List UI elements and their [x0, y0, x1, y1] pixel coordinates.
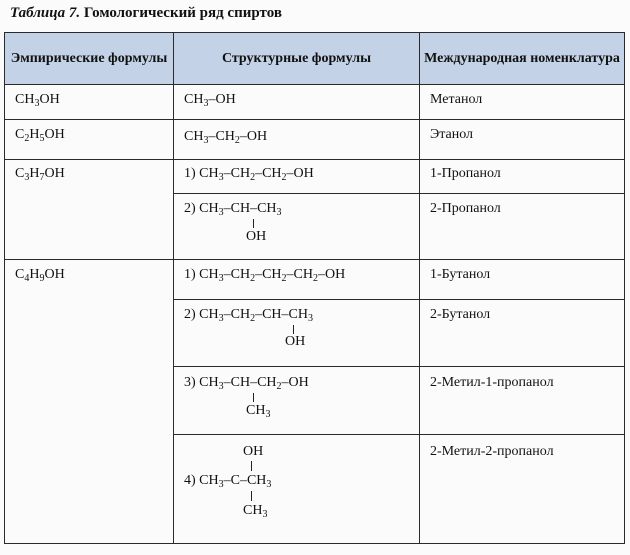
empirical-cell: [5, 160, 174, 260]
structural-cell: [174, 160, 420, 194]
name-cell: [420, 85, 625, 120]
branch-group: OH: [246, 229, 267, 244]
bond-line: [251, 491, 252, 501]
header-structural: Структурные формулы: [174, 33, 420, 85]
name-cell: [420, 260, 625, 300]
bond-line: [253, 393, 254, 402]
name-cell: [420, 120, 625, 160]
name-cell: [420, 194, 625, 260]
bond-line: [293, 325, 294, 334]
empirical-cell: [5, 120, 174, 160]
alcohols-table: [4, 32, 625, 544]
header-nomenclature: Международная номенклатура: [420, 33, 625, 85]
structural-formula: 1) $CH_3-CH_2-CH_2-CH_2-OH$: [184, 267, 346, 284]
structural-cell: [174, 435, 420, 544]
name-cell: [420, 300, 625, 367]
compound-name: 1-Бутанол: [430, 267, 491, 282]
structural-formula: 4) $CH_3-C-CH_3$: [184, 473, 272, 490]
compound-name: Метанол: [430, 92, 483, 107]
empirical-formula: $C_3H_7OH$: [15, 166, 65, 183]
table-row: [5, 160, 625, 194]
empirical-formula: $CH_3OH$: [15, 92, 60, 109]
name-cell: [420, 160, 625, 194]
structural-formula: $CH_3-CH_2-OH$: [184, 129, 268, 146]
branch-group: OH: [243, 444, 264, 459]
compound-name: 1-Пропанол: [430, 166, 501, 181]
table-row: [5, 120, 625, 160]
header-row: [5, 33, 625, 85]
structural-formula: 1) $CH_3-CH_2-CH_2-OH$: [184, 166, 314, 183]
compound-name: 2-Метил-2-пропанол: [430, 444, 554, 459]
structural-formula: 2) $CH_3-CH_2-CH-CH_3$: [184, 307, 313, 324]
structural-formula: $CH_3-OH$: [184, 92, 236, 109]
empirical-cell: [5, 260, 174, 544]
table-caption: [10, 4, 282, 22]
bond-line: [251, 461, 252, 471]
branch-group: OH: [285, 334, 306, 349]
bond-line: [253, 219, 254, 228]
empirical-cell: [5, 85, 174, 120]
structural-formula: 3) $CH_3-CH-CH_2-OH$: [184, 375, 309, 392]
structural-cell: [174, 367, 420, 435]
branch-group: $CH_3$: [246, 403, 271, 420]
compound-name: 2-Пропанол: [430, 201, 501, 216]
name-cell: [420, 367, 625, 435]
caption-title: Гомологический ряд спиртов: [83, 5, 282, 21]
caption-label: Таблица 7.: [10, 5, 81, 21]
structural-cell: [174, 260, 420, 300]
branch-group: $CH_3$: [243, 503, 268, 520]
table-row: [5, 85, 625, 120]
compound-name: Этанол: [430, 127, 474, 142]
structural-cell: [174, 194, 420, 260]
structural-cell: [174, 120, 420, 160]
structural-cell: [174, 300, 420, 367]
structural-cell: [174, 85, 420, 120]
structural-formula: 2) $CH_3-CH-CH_3$: [184, 201, 282, 218]
table-row: [5, 260, 625, 300]
empirical-formula: $C_2H_5OH$: [15, 127, 65, 144]
header-empirical: Эмпирические формулы: [5, 33, 174, 85]
compound-name: 2-Бутанол: [430, 307, 491, 322]
compound-name: 2-Метил-1-пропанол: [430, 375, 554, 390]
name-cell: [420, 435, 625, 544]
empirical-formula: $C_4H_9OH$: [15, 267, 65, 284]
